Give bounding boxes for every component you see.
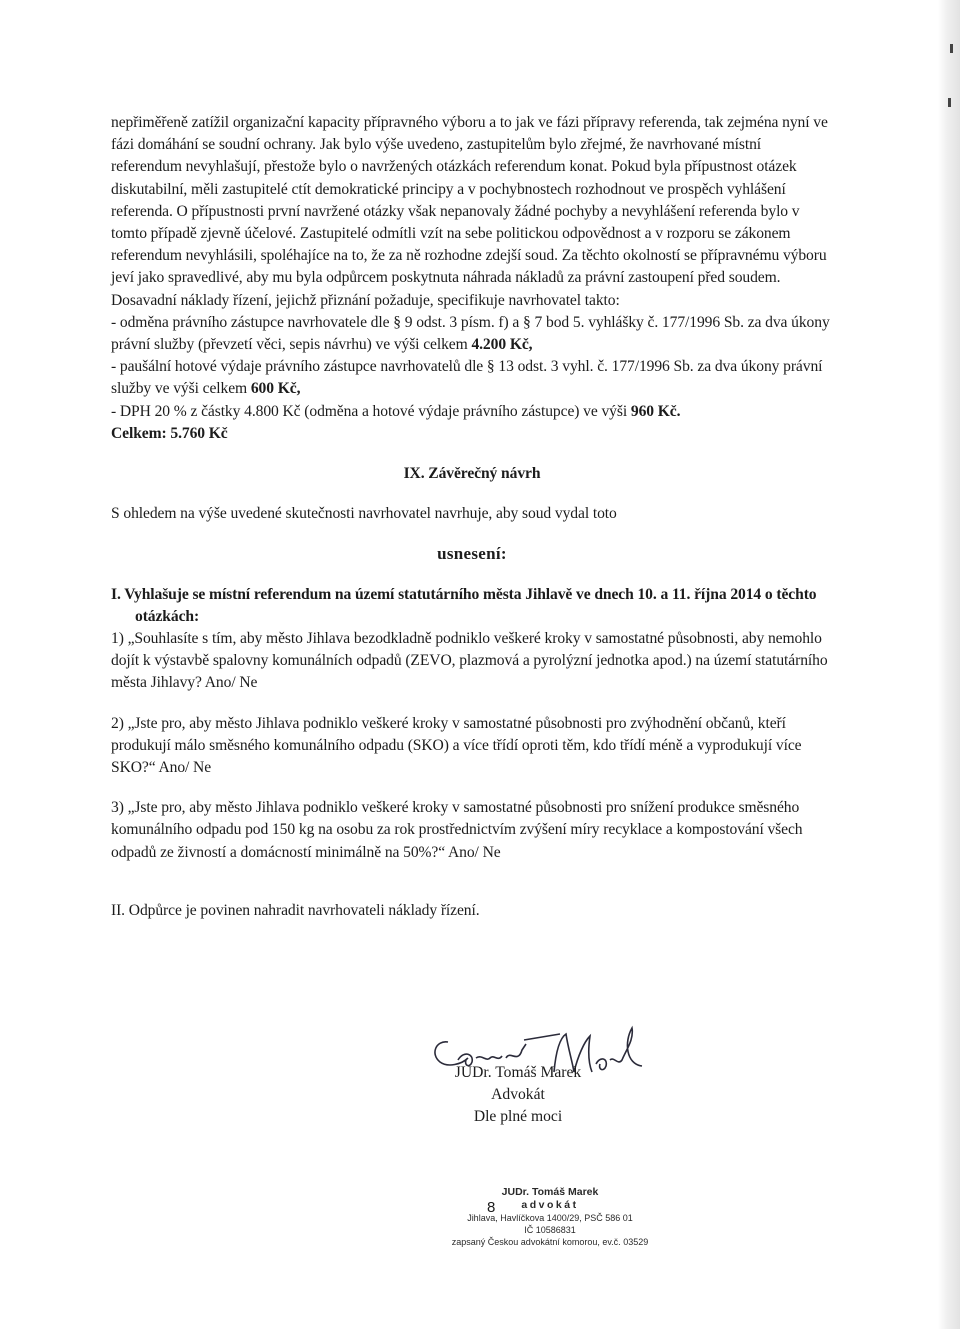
scan-edge-mark	[950, 44, 953, 53]
scan-edge-mark	[948, 98, 951, 107]
cost-item-vat-text: - DPH 20 % z částky 4.800 Kč (odměna a hotové výdaje právního zástupce) ve výši	[111, 402, 631, 420]
stamp-registry: zapsaný Českou advokátní komorou, ev.č. 03529	[451, 1237, 649, 1247]
document-page	[111, 112, 833, 922]
question-3: 3) „Jste pro, aby město Jihlava podniklo veškeré kroky v samostatné působnosti pro snížení produkce směsného komunálního odpadu pod 150 kg na osobu za rok prostřednictvím zvýšení míry recyklace a kompostování všech odpadů ze živností a domácností minimálně na 50%?“ Ano/ Ne	[111, 799, 803, 861]
resolution-item-1: I. Vyhlašuje se místní referendum na území statutárního města Jihlavě ve dnech 10. a 11. října 2014 o těchto otázkách:	[111, 585, 817, 625]
cost-item-expenses-text: - paušální hotové výdaje právního zástupce navrhovatelů dle § 13 odst. 3 vyhl. č. 177/1996 Sb. za dva úkony právní služby ve výši celkem	[111, 358, 823, 398]
signature-block	[400, 1062, 636, 1128]
section-heading: IX. Závěrečný návrh	[403, 465, 541, 483]
cost-item-fee	[111, 312, 833, 356]
stamp-name: JUDr. Tomáš Marek	[501, 1186, 599, 1198]
resolution-item-2: II. Odpůrce je povinen nahradit navrhovateli náklady řízení.	[111, 901, 480, 919]
lawyer-stamp	[420, 1186, 680, 1248]
paragraph-justification: nepřiměřeně zatížil organizační kapacity přípravného výboru a to jak ve fázi přípravy referenda, tak zejména nyní ve fázi domáhání se soudní ochrany. Jak bylo výše uvedeno, zastupitelům bylo zřejmé, že navrhované místní referendum nevyhlašují, přestože bylo o navržených otázkách referendum konat. Pokud byla přípustnost otázek diskutabilní, měli zastupitelé ctít demokratické principy a v pochybnostech rozhodnout ve prospěch vyhlášení referenda. O přípustnosti první navržené otázky však nepanovaly žádné pochyby a nevyhlášení referenda bylo v tomto případě zjevně účelové. Zastupitelé odmítli vzít na sebe politickou odpovědnost a v rozporu se zákonem referendum nevyhlásili, spoléhajíce na to, že za ně rozhodne zdejší soud. Za těchto okolností se přípravnému výboru jeví jako spravedlivé, aby mu byla odpůrcem poskytnuta náhrada nákladů za právní zastoupení před soudem.	[111, 114, 828, 287]
cost-item-vat	[111, 401, 833, 423]
costs-intro: Dosavadní náklady řízení, jejichž přiznání požaduje, specifikuje navrhovatel takto:	[111, 291, 620, 309]
page-number: 8	[487, 1199, 496, 1216]
signer-mandate: Dle plné moci	[473, 1108, 563, 1125]
cost-item-fee-amount: 4.200 Kč,	[471, 336, 533, 354]
stamp-title: advokát	[521, 1199, 579, 1211]
question-2: 2) „Jste pro, aby město Jihlava podniklo veškeré kroky v samostatné působnosti pro zvýhodnění občanů, kteří produkují málo směsného komunálního odpadu (SKO) a více třídí oproti těm, kdo třídí méně a vyprodukují více SKO?“ Ano/ Ne	[111, 714, 802, 777]
resolution-title: usnesení:	[437, 544, 507, 564]
signer-name: JUDr. Tomáš Marek	[454, 1064, 582, 1081]
cost-item-expenses-amount: 600 Kč,	[250, 380, 301, 398]
cost-item-vat-amount: 960 Kč.	[630, 402, 681, 420]
cost-item-fee-text: - odměna právního zástupce navrhovatele dle § 9 odst. 3 písm. f) a § 7 bod 5. vyhlášky č. 177/1996 Sb. za dva úkony právní služby (převzetí věci, sepis návrhu) ve výši celkem	[111, 313, 830, 354]
cost-total: Celkem: 5.760 Kč	[111, 424, 228, 442]
proposal-text: S ohledem na výše uvedené skutečnosti navrhovatel navrhuje, aby soud vydal toto	[111, 505, 617, 523]
scan-edge-shadow	[938, 0, 960, 1329]
question-1: 1) „Souhlasíte s tím, aby město Jihlava bezodkladně podniklo veškeré kroky v samostatné působnosti, aby nemohlo dojít k výstavbě spalovny komunálních odpadů (ZEVO, plazmová a pyrolýzní jednotka apod.) na území statutárního města Jihlavy? Ano/ Ne	[111, 630, 828, 692]
signer-role: Advokát	[491, 1086, 545, 1103]
stamp-address: Jihlava, Havlíčkova 1400/29, PSČ 586 01	[467, 1213, 633, 1223]
stamp-ic: IČ 10586831	[524, 1225, 576, 1235]
cost-item-expenses	[111, 356, 833, 400]
